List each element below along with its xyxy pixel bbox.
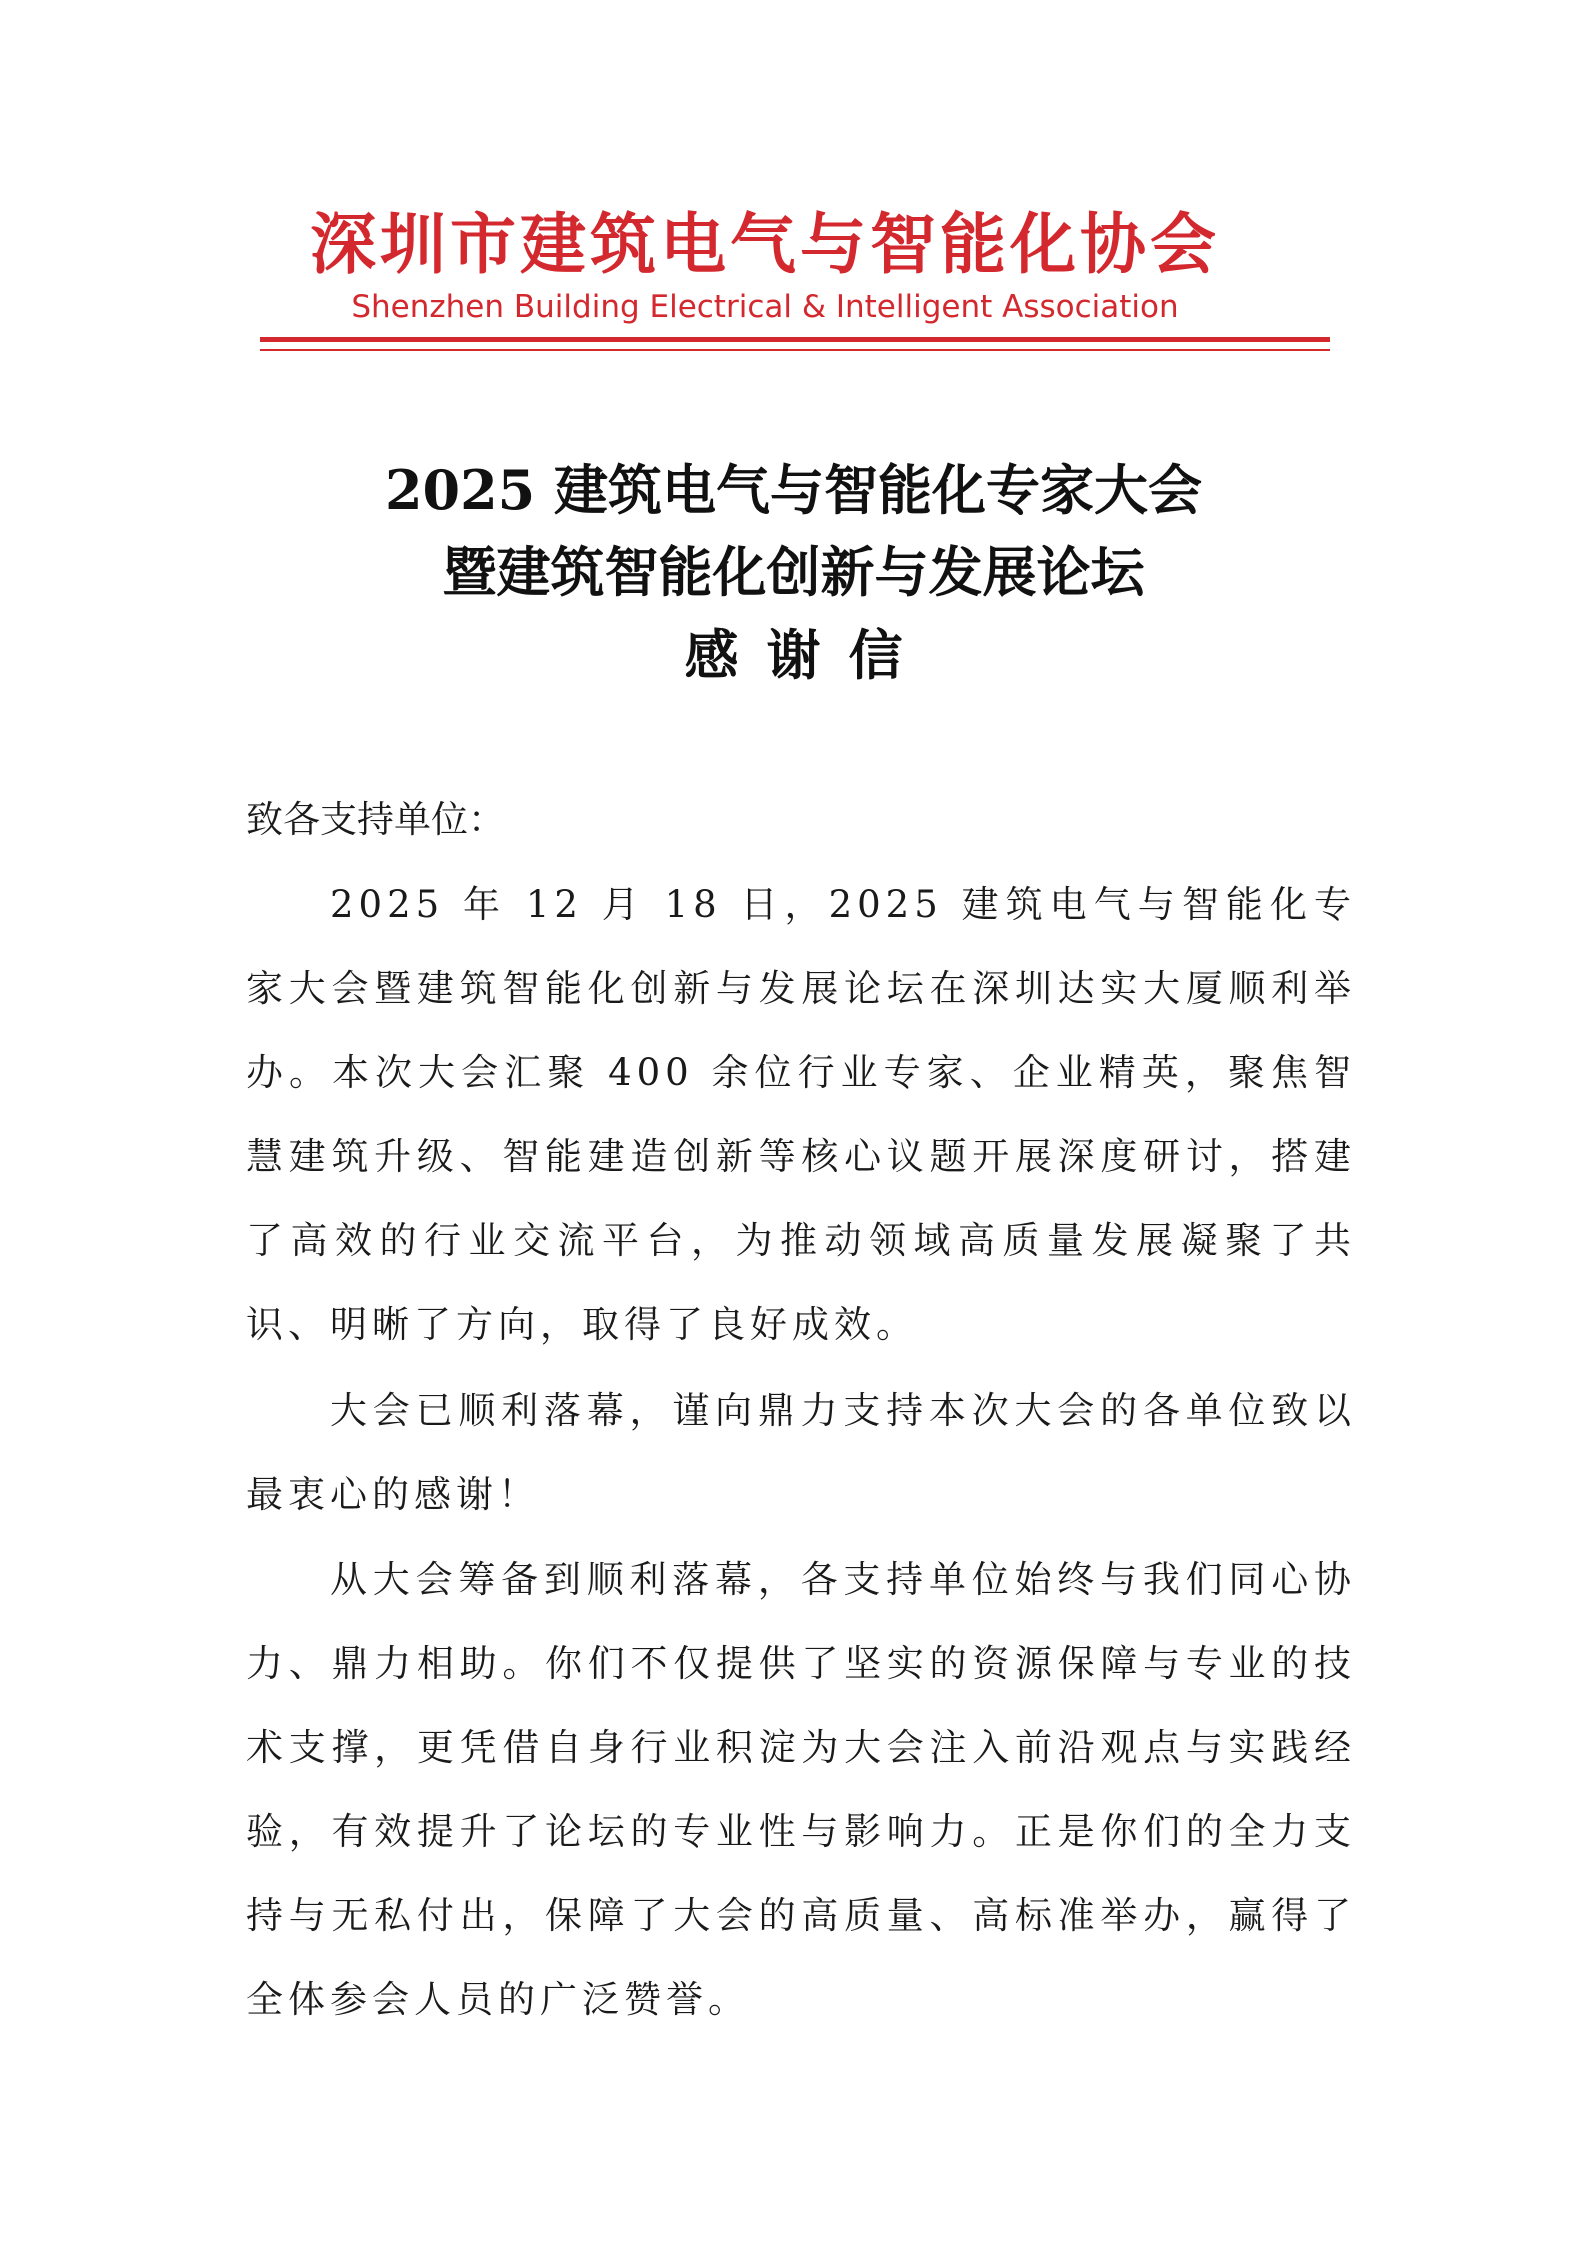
title-line-1: 2025 建筑电气与智能化专家大会 — [384, 458, 1203, 522]
org-name-english: Shenzhen Building Electrical & Intelligent Association — [351, 289, 1179, 325]
paragraph-1: 2025 年 12 月 18 日，2025 建筑电气与智能化专家大会暨建筑智能化创新与发展论坛在深圳达实大厦顺利举办。本次大会汇聚 400 余位行业专家、企业精英，聚焦智慧建筑升级、智能建造创新等核心议题开展深度研讨，搭建了高效的行业交流平台，为推动领域高质量发展凝聚了共识、明晰了方向，取得了良好成效。 — [246, 883, 1356, 1346]
paragraph-3: 从大会筹备到顺利落幕，各支持单位始终与我们同心协力、鼎力相助。你们不仅提供了坚实的资源保障与专业的技术支撑，更凭借自身行业积淀为大会注入前沿观点与实践经验，有效提升了论坛的专业性与影响力。正是你们的全力支持与无私付出，保障了大会的高质量、高标准举办，赢得了全体参会人员的广泛赞誉。 — [246, 1558, 1356, 2021]
salutation: 致各支持单位： — [246, 798, 505, 841]
letterhead-rule-thin — [260, 349, 1330, 351]
org-name-chinese: 深圳市建筑电气与智能化协会 — [310, 206, 1220, 283]
title-line-3: 感谢信 — [684, 623, 931, 687]
paragraph-2: 大会已顺利落幕，谨向鼎力支持本次大会的各单位致以最衷心的感谢！ — [246, 1389, 1356, 1516]
letterhead-rule-thick — [260, 337, 1330, 342]
title-line-2: 暨建筑智能化创新与发展论坛 — [442, 540, 1145, 604]
